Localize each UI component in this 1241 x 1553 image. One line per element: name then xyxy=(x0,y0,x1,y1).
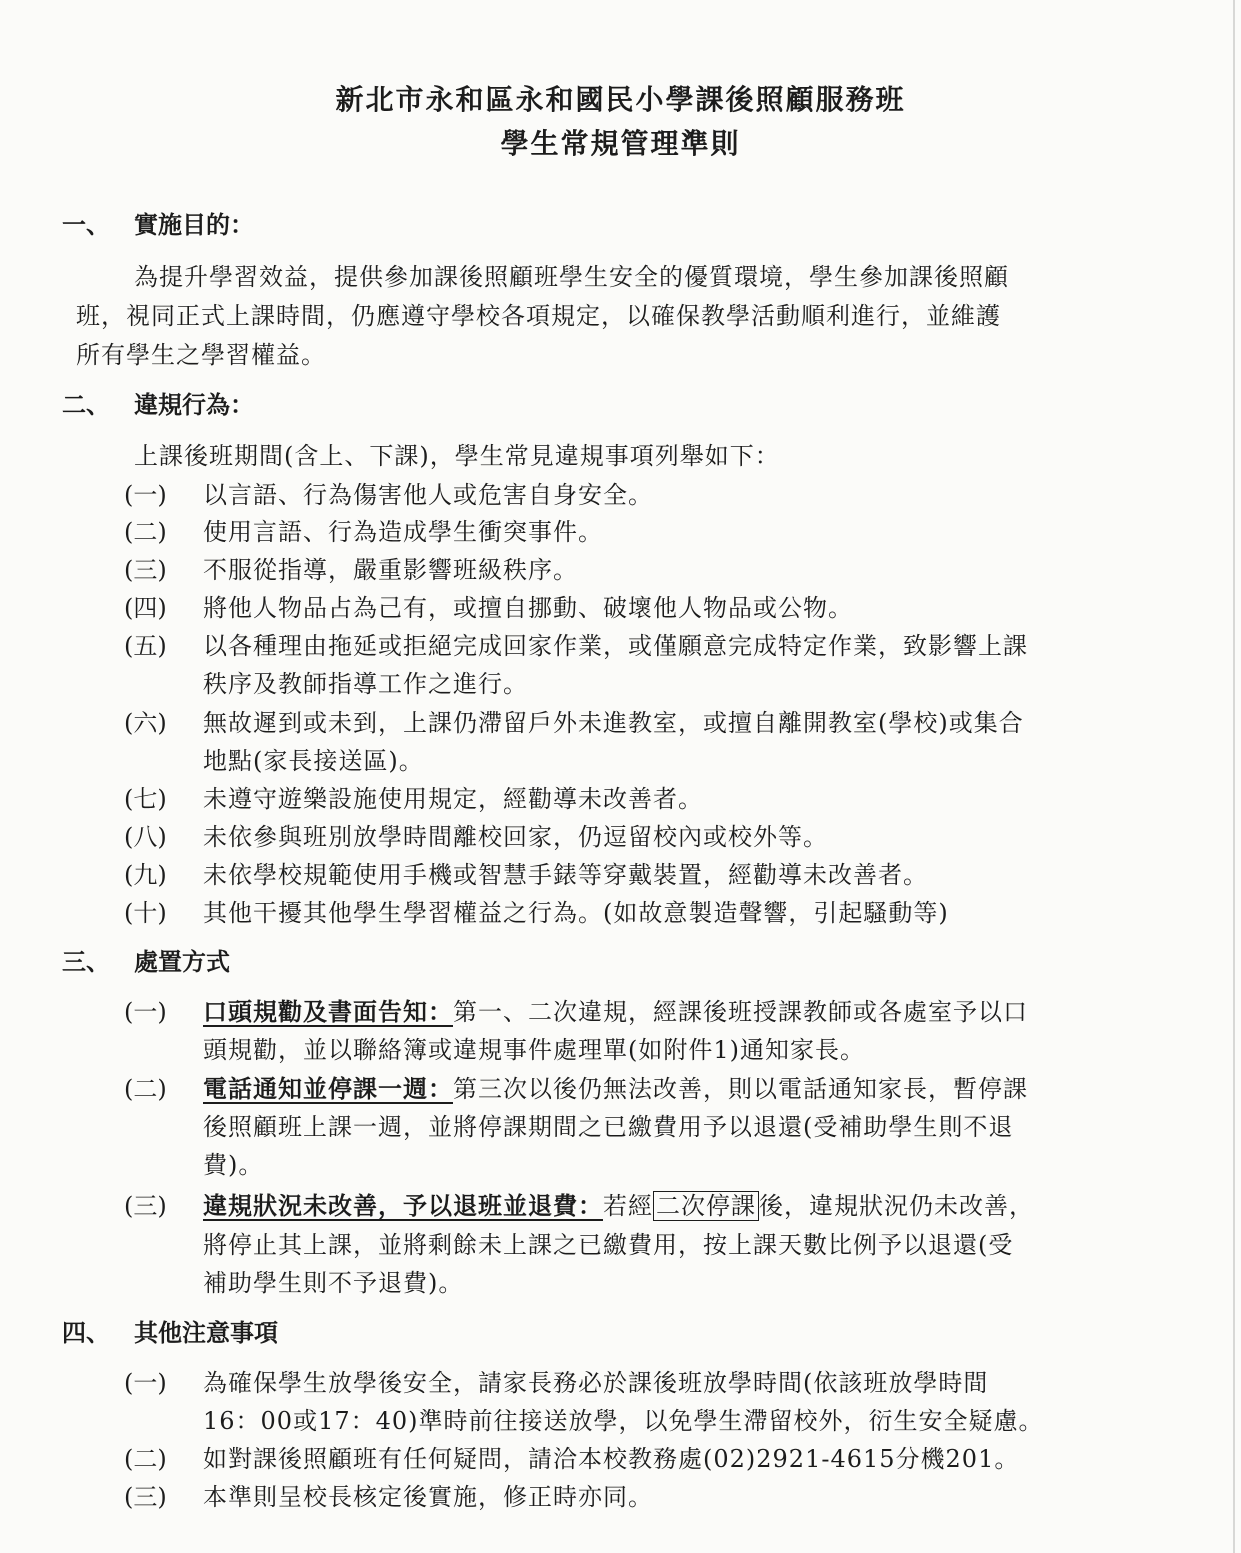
section-3-number: 三、 xyxy=(62,947,110,976)
section-3-title: 處置方式 xyxy=(134,947,230,976)
section-3-item-label: (二) xyxy=(124,1075,167,1103)
document-title-line2: 學生常規管理準則 xyxy=(500,127,741,160)
section-2-item-label: (四) xyxy=(124,594,167,622)
section-2-item-label: (七) xyxy=(124,785,167,813)
section-3-item-label: (一) xyxy=(124,998,167,1026)
section-2-item-label: (三) xyxy=(124,556,167,584)
section-4-item-text: 本準則呈校長核定後實施，修正時亦同。 xyxy=(203,1483,653,1511)
section-3-item-3-line xyxy=(203,1186,1034,1221)
section-3-item-2-heading: 電話通知並停課一週： xyxy=(203,1074,453,1103)
section-2-item-text-continued: 地點(家長接送區)。 xyxy=(203,747,424,775)
section-1-heading xyxy=(62,205,254,240)
section-2-item-label: (一) xyxy=(124,481,167,509)
section-2-item-text: 以言語、行為傷害他人或危害自身安全。 xyxy=(203,481,653,509)
section-3-item-3-continued: 將停止其上課，並將剩餘未上課之已繳費用，按上課天數比例予以退還(受 xyxy=(203,1231,1014,1259)
section-2-item-label: (六) xyxy=(124,709,167,737)
section-3-item-label: (三) xyxy=(124,1192,167,1220)
section-3-item-2-continued: 後照顧班上課一週，並將停課期間之已繳費用予以退還(受補助學生則不退 xyxy=(203,1113,1014,1141)
section-2-item-text: 將他人物品占為己有，或擅自挪動、破壞他人物品或公物。 xyxy=(203,594,853,622)
section-2-title: 違規行為： xyxy=(134,390,254,419)
section-3-item-2-continued: 費)。 xyxy=(203,1151,264,1179)
scan-edge-line xyxy=(1233,0,1235,1553)
section-2-item-text: 其他干擾其他學生學習權益之行為。(如故意製造聲響，引起騷動等) xyxy=(203,899,949,927)
section-4-item-text: 為確保學生放學後安全，請家長務必於課後班放學時間(依該班放學時間 xyxy=(203,1369,989,1397)
section-3-item-1-continued: 頭規勸，並以聯絡簿或違規事件處理單(如附件1)通知家長。 xyxy=(203,1036,865,1064)
section-1-paragraph-line: 所有學生之學習權益。 xyxy=(76,341,326,369)
section-3-item-1-line xyxy=(203,992,1028,1027)
section-3-heading xyxy=(62,942,230,977)
section-3-item-1-text: 第一、二次違規，經課後班授課教師或各處室予以口 xyxy=(453,998,1028,1026)
section-2-item-label: (九) xyxy=(124,861,167,889)
section-2-intro: 上課後班期間(含上、下課)，學生常見違規事項列舉如下： xyxy=(134,442,780,470)
section-2-item-label: (十) xyxy=(124,899,167,927)
section-2-item-text-continued: 秩序及教師指導工作之進行。 xyxy=(203,670,528,698)
section-3-item-3-boxed-text: 二次停課 xyxy=(653,1191,759,1221)
section-4-title: 其他注意事項 xyxy=(134,1318,278,1347)
section-4-item-text-continued: 16：00或17：40)準時前往接送放學，以免學生滯留校外，衍生安全疑慮。 xyxy=(203,1407,1044,1435)
section-4-heading xyxy=(62,1313,278,1348)
section-2-item-text: 使用言語、行為造成學生衝突事件。 xyxy=(203,518,603,546)
section-2-item-text: 未遵守遊樂設施使用規定，經勸導未改善者。 xyxy=(203,785,703,813)
section-1-paragraph-line: 班，視同正式上課時間，仍應遵守學校各項規定，以確保教學活動順利進行，並維護 xyxy=(76,302,1001,330)
document-title-line1: 新北市永和區永和國民小學課後照顧服務班 xyxy=(335,83,906,116)
section-3-item-1-heading: 口頭規勸及書面告知： xyxy=(203,997,453,1026)
section-2-item-text: 未依參與班別放學時間離校回家，仍逗留校內或校外等。 xyxy=(203,823,828,851)
section-2-item-label: (二) xyxy=(124,518,167,546)
section-2-item-text: 未依學校規範使用手機或智慧手錶等穿戴裝置，經勸導未改善者。 xyxy=(203,861,928,889)
section-2-number: 二、 xyxy=(62,390,110,419)
section-2-item-text: 無故遲到或未到，上課仍滯留戶外未進教室，或擅自離開教室(學校)或集合 xyxy=(203,709,1024,737)
section-2-item-label: (八) xyxy=(124,823,167,851)
section-4-item-text: 如對課後照顧班有任何疑問，請洽本校教務處(02)2921-4615分機201。 xyxy=(203,1445,1020,1473)
section-2-heading xyxy=(62,385,254,420)
section-3-item-2-text: 第三次以後仍無法改善，則以電話通知家長，暫停課 xyxy=(453,1075,1028,1103)
section-4-number: 四、 xyxy=(62,1318,110,1347)
section-4-item-label: (三) xyxy=(124,1483,167,1511)
section-3-item-3-heading: 違規狀況未改善，予以退班並退費： xyxy=(203,1191,603,1220)
section-1-paragraph-line: 為提升學習效益，提供參加課後照顧班學生安全的優質環境，學生參加課後照顧 xyxy=(134,263,1009,291)
section-3-item-3-continued: 補助學生則不予退費)。 xyxy=(203,1269,464,1297)
section-3-item-2-line xyxy=(203,1069,1028,1104)
section-2-item-label: (五) xyxy=(124,632,167,660)
section-4-item-label: (一) xyxy=(124,1369,167,1397)
section-2-item-text: 不服從指導，嚴重影響班級秩序。 xyxy=(203,556,578,584)
section-3-item-3-text: 若經 xyxy=(603,1192,653,1220)
section-2-item-text: 以各種理由拖延或拒絕完成回家作業，或僅願意完成特定作業，致影響上課 xyxy=(203,632,1028,660)
section-3-item-3-text-after: 後，違規狀況仍未改善， xyxy=(759,1192,1034,1220)
section-4-item-label: (二) xyxy=(124,1445,167,1473)
section-1-title: 實施目的： xyxy=(134,210,254,239)
section-1-number: 一、 xyxy=(62,210,110,239)
